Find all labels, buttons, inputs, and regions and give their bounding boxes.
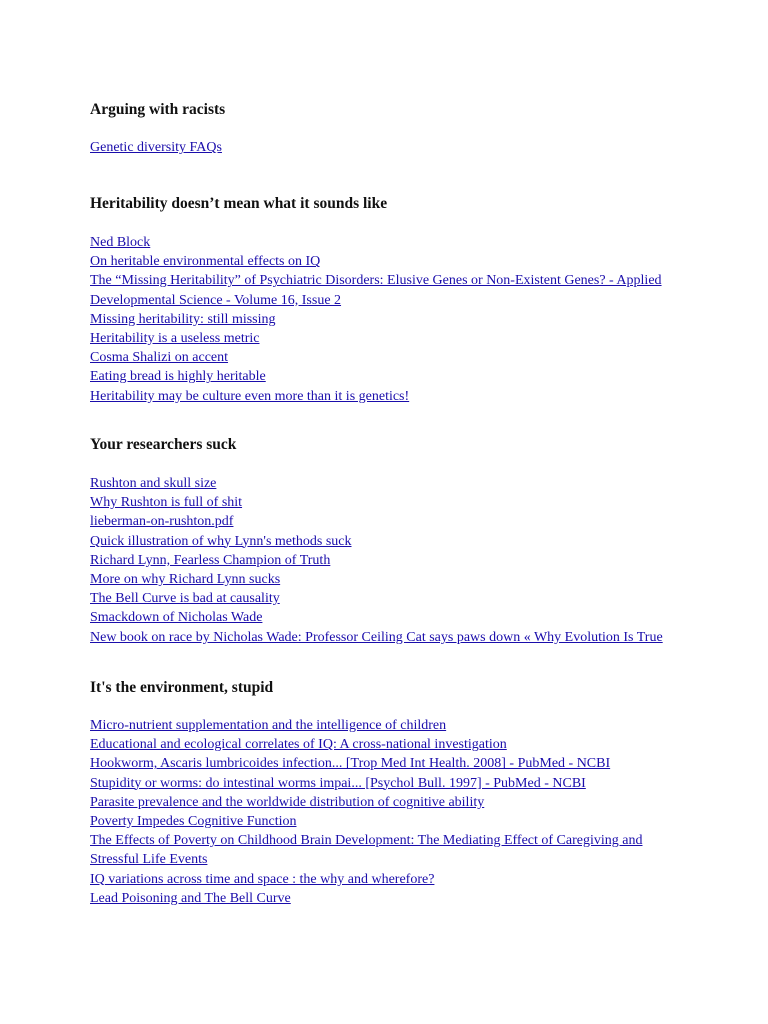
link-lynn-methods[interactable]: Quick illustration of why Lynn's methods suck: [90, 533, 352, 549]
list-item: [90, 233, 690, 252]
section-heading: Your researchers suck: [90, 436, 237, 453]
list-item: [90, 716, 690, 735]
list-item: [90, 493, 690, 512]
link-nicholas-wade-book[interactable]: New book on race by Nicholas Wade: Professor Ceiling Cat says paws down « Why Evolution Is True: [90, 629, 663, 645]
link-lead-poisoning[interactable]: Lead Poisoning and The Bell Curve: [90, 890, 291, 906]
list-item: [90, 774, 690, 793]
link-micro-nutrient[interactable]: Micro-nutrient supplementation and the intelligence of children: [90, 718, 447, 733]
list-item: [90, 831, 690, 869]
list-item: [90, 367, 690, 386]
list-item: [90, 512, 690, 531]
list-item: [90, 138, 690, 157]
link-lieberman-on-rushton-pdf[interactable]: lieberman-on-rushton.pdf: [90, 514, 234, 530]
link-list: [90, 138, 690, 157]
section-heading: Arguing with racists: [90, 101, 226, 118]
list-item: [90, 589, 690, 608]
list-item: [90, 348, 690, 367]
link-educational-ecological-iq[interactable]: Educational and ecological correlates of IQ: A cross-national investigation: [90, 737, 507, 753]
list-item: [90, 329, 690, 348]
list-item: [90, 628, 690, 647]
list-item: [90, 735, 690, 754]
section-arguing-with-racists: [90, 100, 690, 157]
link-heritable-environmental-effects[interactable]: On heritable environmental effects on IQ: [90, 254, 321, 270]
link-richard-lynn-champion[interactable]: Richard Lynn, Fearless Champion of Truth: [90, 552, 331, 568]
list-item: [90, 608, 690, 627]
link-poverty-cognitive[interactable]: Poverty Impedes Cognitive Function: [90, 814, 297, 830]
link-list: [90, 233, 690, 406]
link-missing-heritability-still-missing[interactable]: Missing heritability: still missing: [90, 311, 276, 327]
list-item: [90, 812, 690, 831]
list-item: [90, 310, 690, 329]
list-item: [90, 474, 690, 493]
link-iq-variations[interactable]: IQ variations across time and space : the why and wherefore?: [90, 871, 435, 887]
list-item: [90, 387, 690, 406]
link-missing-heritability-psychiatric[interactable]: The “Missing Heritability” of Psychiatric Disorders: Elusive Genes or Non-Existent Genes? - Applied Developmental Science - Volume 16, Issue 2: [90, 273, 662, 308]
list-item: [90, 551, 690, 570]
list-item: [90, 870, 690, 889]
link-why-rushton[interactable]: Why Rushton is full of shit: [90, 495, 243, 511]
list-item: [90, 570, 690, 589]
link-list: [90, 474, 690, 647]
section-heritability: [90, 194, 690, 406]
list-item: [90, 271, 690, 309]
section-environment-stupid: [90, 678, 690, 908]
link-smackdown-nicholas-wade[interactable]: Smackdown of Nicholas Wade: [90, 610, 263, 626]
list-item: [90, 754, 690, 773]
link-bell-curve-causality[interactable]: The Bell Curve is bad at causality: [90, 591, 280, 607]
link-ned-block[interactable]: Ned Block: [90, 235, 151, 250]
list-item: [90, 889, 690, 908]
list-item: [90, 252, 690, 271]
link-poverty-brain-development[interactable]: The Effects of Poverty on Childhood Brain Development: The Mediating Effect of Caregiving and Stressful Life Events: [90, 833, 643, 868]
link-genetic-diversity-faqs[interactable]: Genetic diversity FAQs: [90, 140, 222, 155]
link-stupidity-or-worms[interactable]: Stupidity or worms: do intestinal worms impai... [Psychol Bull. 1997] - PubMed - NCBI: [90, 775, 586, 791]
link-list: [90, 716, 690, 908]
section-heading: Heritability doesn’t mean what it sounds like: [90, 195, 388, 212]
link-heritability-useless-metric[interactable]: Heritability is a useless metric: [90, 331, 260, 347]
link-cosma-shalizi-on-accent[interactable]: Cosma Shalizi on accent: [90, 350, 229, 366]
link-heritability-culture[interactable]: Heritability may be culture even more than it is genetics!: [90, 388, 410, 404]
list-item: [90, 793, 690, 812]
link-parasite-prevalence[interactable]: Parasite prevalence and the worldwide distribution of cognitive ability: [90, 794, 485, 810]
list-item: [90, 532, 690, 551]
link-rushton-skull-size[interactable]: Rushton and skull size: [90, 476, 217, 491]
section-your-researchers-suck: [90, 435, 690, 647]
link-hookworm-ascaris[interactable]: Hookworm, Ascaris lumbricoides infection... [Trop Med Int Health. 2008] - PubMed - NCBI: [90, 756, 611, 772]
section-heading: It's the environment, stupid: [90, 679, 274, 696]
link-eating-bread-heritable[interactable]: Eating bread is highly heritable: [90, 369, 266, 385]
link-more-on-richard-lynn[interactable]: More on why Richard Lynn sucks: [90, 572, 281, 588]
